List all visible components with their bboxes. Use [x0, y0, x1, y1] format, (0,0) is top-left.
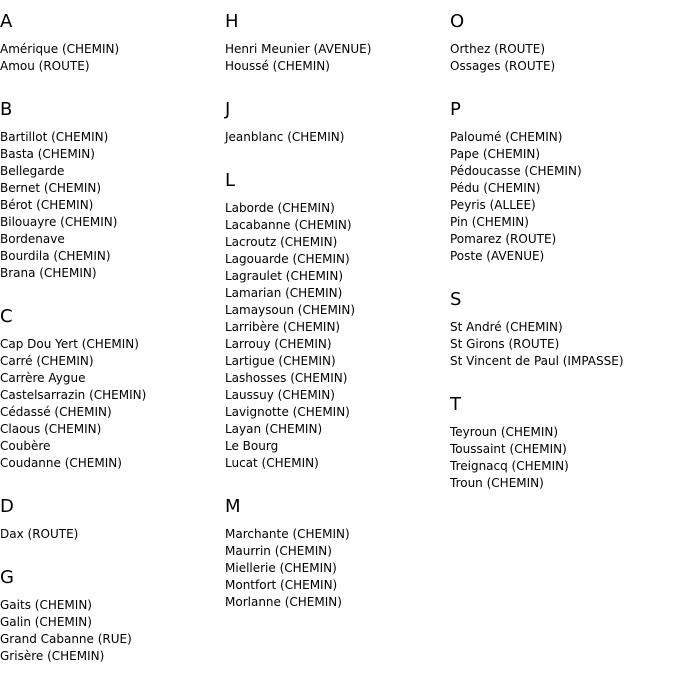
street-item: Amérique (CHEMIN): [0, 42, 120, 56]
section-letter: J: [225, 99, 231, 120]
street-list: [225, 33, 450, 75]
letter-section: [450, 0, 675, 75]
street-item: Lagraulet (CHEMIN): [225, 269, 344, 283]
index-column-2: [225, 0, 450, 611]
street-item: Cédassé (CHEMIN): [0, 405, 112, 419]
street-item: Lagouarde (CHEMIN): [225, 252, 350, 266]
street-item: Lamaysoun (CHEMIN): [225, 303, 356, 317]
letter-section: [0, 75, 225, 282]
street-item: Laborde (CHEMIN): [225, 201, 335, 215]
street-list: [0, 33, 225, 75]
street-item: Cap Dou Yert (CHEMIN): [0, 337, 139, 351]
street-item: Larribère (CHEMIN): [225, 320, 341, 334]
street-list: [225, 121, 450, 146]
street-item: Bérot (CHEMIN): [0, 198, 94, 212]
street-item: St Vincent de Paul (IMPASSE): [450, 354, 624, 368]
street-item: Claous (CHEMIN): [0, 422, 102, 436]
street-item: Treignacq (CHEMIN): [450, 459, 569, 473]
street-item: Miellerie (CHEMIN): [225, 561, 337, 575]
street-item: Le Bourg: [225, 439, 279, 453]
street-item: Bourdila (CHEMIN): [0, 249, 111, 263]
section-letter: G: [0, 567, 14, 588]
street-item: Lamarian (CHEMIN): [225, 286, 343, 300]
street-item: Maurrin (CHEMIN): [225, 544, 332, 558]
street-item: Toussaint (CHEMIN): [450, 442, 567, 456]
letter-section: [0, 543, 225, 665]
street-list: [450, 311, 675, 370]
street-item: Carrère Aygue: [0, 371, 86, 385]
street-list: [225, 518, 450, 611]
street-item: Pape (CHEMIN): [450, 147, 541, 161]
street-item: Lacroutz (CHEMIN): [225, 235, 338, 249]
street-list: [0, 518, 225, 543]
section-letter: S: [450, 289, 462, 310]
street-item: Layan (CHEMIN): [225, 422, 323, 436]
street-item: Laussuy (CHEMIN): [225, 388, 335, 402]
street-item: Paloumé (CHEMIN): [450, 130, 563, 144]
street-item: Brana (CHEMIN): [0, 266, 97, 280]
street-item: Basta (CHEMIN): [0, 147, 95, 161]
letter-section: [225, 0, 450, 75]
street-item: Castelsarrazin (CHEMIN): [0, 388, 147, 402]
street-item: Lashosses (CHEMIN): [225, 371, 348, 385]
street-item: Lucat (CHEMIN): [225, 456, 319, 470]
section-letter: O: [450, 11, 465, 32]
street-item: Dax (ROUTE): [0, 527, 79, 541]
street-item: Peyris (ALLEE): [450, 198, 536, 212]
street-item: Grand Cabanne (RUE): [0, 632, 132, 646]
street-item: Morlanne (CHEMIN): [225, 595, 342, 609]
street-item: Coubère: [0, 439, 51, 453]
street-item: Pédu (CHEMIN): [450, 181, 541, 195]
section-letter: P: [450, 99, 461, 120]
street-item: Jeanblanc (CHEMIN): [225, 130, 345, 144]
section-letter: L: [225, 170, 236, 191]
street-item: Bartillot (CHEMIN): [0, 130, 109, 144]
street-list: [225, 192, 450, 472]
street-item: St André (CHEMIN): [450, 320, 563, 334]
street-item: Bordenave: [0, 232, 65, 246]
letter-section: [225, 75, 450, 146]
letter-section: [0, 0, 225, 75]
letter-section: [0, 472, 225, 543]
street-item: Teyroun (CHEMIN): [450, 425, 559, 439]
section-letter: D: [0, 496, 14, 517]
street-item: Galin (CHEMIN): [0, 615, 92, 629]
letter-section: [450, 265, 675, 370]
street-list: [450, 33, 675, 75]
street-item: Larrouy (CHEMIN): [225, 337, 332, 351]
street-item: Pin (CHEMIN): [450, 215, 529, 229]
street-item: Marchante (CHEMIN): [225, 527, 350, 541]
section-letter: M: [225, 496, 241, 517]
street-item: Carré (CHEMIN): [0, 354, 94, 368]
street-item: Pomarez (ROUTE): [450, 232, 557, 246]
street-item: Montfort (CHEMIN): [225, 578, 338, 592]
street-item: Henri Meunier (AVENUE): [225, 42, 372, 56]
section-letter: A: [0, 11, 13, 32]
street-item: Bernet (CHEMIN): [0, 181, 102, 195]
letter-section: [225, 472, 450, 611]
street-list: [0, 589, 225, 665]
street-list: [0, 121, 225, 282]
street-item: Coudanne (CHEMIN): [0, 456, 122, 470]
letter-section: [450, 75, 675, 265]
section-letter: H: [225, 11, 239, 32]
letter-section: [0, 282, 225, 472]
street-item: Ossages (ROUTE): [450, 59, 556, 73]
section-letter: C: [0, 306, 13, 327]
letter-section: [225, 146, 450, 472]
index-column-3: [450, 0, 675, 492]
letter-section: [450, 370, 675, 492]
street-list: [450, 416, 675, 492]
street-list: [0, 328, 225, 472]
street-item: Bellegarde: [0, 164, 65, 178]
street-item: Amou (ROUTE): [0, 59, 90, 73]
street-item: Lartigue (CHEMIN): [225, 354, 336, 368]
street-item: Grisère (CHEMIN): [0, 649, 105, 663]
street-item: Troun (CHEMIN): [450, 476, 544, 490]
street-item: Houssé (CHEMIN): [225, 59, 330, 73]
street-item: Bilouayre (CHEMIN): [0, 215, 118, 229]
section-letter: B: [0, 99, 13, 120]
street-item: Gaits (CHEMIN): [0, 598, 92, 612]
street-item: Orthez (ROUTE): [450, 42, 546, 56]
street-item: Lacabanne (CHEMIN): [225, 218, 352, 232]
street-item: Lavignotte (CHEMIN): [225, 405, 350, 419]
street-item: Pédoucasse (CHEMIN): [450, 164, 582, 178]
index-column-1: [0, 0, 225, 665]
street-list: [450, 121, 675, 265]
street-item: St Girons (ROUTE): [450, 337, 560, 351]
street-item: Poste (AVENUE): [450, 249, 545, 263]
section-letter: T: [450, 394, 461, 415]
